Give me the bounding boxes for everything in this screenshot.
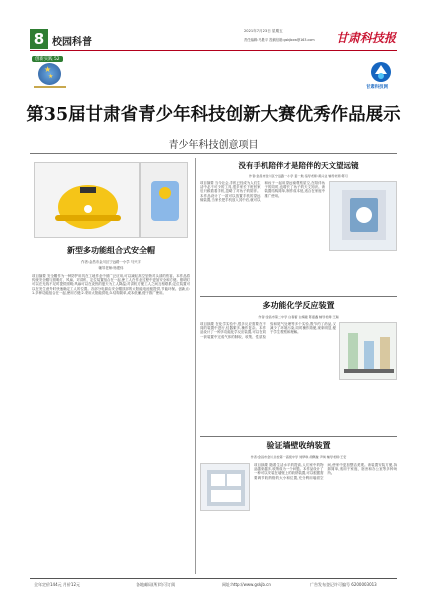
header xyxy=(0,0,427,90)
article-body-continued xyxy=(200,514,250,573)
logo-icon xyxy=(369,61,393,83)
article-body: 项目摘要 在化学实验中,很多反应需要在不同的装置中进行,仪器繁多,操作复杂。本作品设计了一种多功能化学反应装置,可以在同一套装置中完成气体的制取、收集、性质检验和尾气处理等多个实验,既节约了药品,又减少了环境污染,同时操作简便,现象明显,便于学生观察和理解。 xyxy=(200,322,336,339)
article-byline: 作者:金昌市金川总校第一高级中学 刘梦琪 胡佩璇 尹琪 辅导老师:王宏 xyxy=(250,455,347,459)
article-byline: 作者:金昌市第二中学 白春蕾 白婧婕 陈嘉鑫 辅导老师:王瑞 xyxy=(258,315,339,319)
telescope-photo xyxy=(329,181,397,251)
article-title: 多功能化学反应装置 xyxy=(262,300,335,310)
article-title: 没有手机陪伴才是陪伴的天文望远镜 xyxy=(238,161,359,170)
article-body-continued xyxy=(329,254,397,293)
badge-caption-bar xyxy=(34,86,66,88)
article-body-continued xyxy=(339,383,397,432)
star-icon: ★ xyxy=(44,65,52,74)
star-icon: ★ xyxy=(48,73,54,80)
article-title: 新型多功能组合式安全帽 xyxy=(67,245,155,255)
page-subheadline: 青少年科技创意项目 xyxy=(168,140,259,151)
footer-price: 全年定价144元 月价12元 xyxy=(34,582,80,587)
article-body: 项目摘要 安全帽作为一种防护用具在工地作业中被广泛应用,可以减轻高空坠物对头部的伤害。本作品将传统安全帽与照明灯、风扇、对讲机、定位装置组合在一起,使工人在作业过程中更加安全和方便。照明灯可以在光线不足时提供照明;风扇可以在炎热的夏天为工人降温;对讲机方便工人之间互相联系;定位装置可以在发生意外时快速确定工人的位置。各部分电源由安全帽顶部的太阳能电池板提供,节能环保。创新点:1.多种功能组合在一起,使用方便;2.采用太阳能供电;3.结构简单,成本低廉,便于推广使用。 xyxy=(32,274,190,295)
helmet-detail-photo xyxy=(140,162,188,238)
article-body: 项目摘要 随着生活水平的提高,人们家中的物品越来越多,收纳成为一个问题。本作品设计了一种可以安装在墙壁上的收纳装置,可以根据需要调节收纳格的大小和位置,充分利用墙面空间,使家中更加整洁美观。该装置安装方便,拆卸简单,适用于家庭、宿舍和办公室等多种场所。 xyxy=(254,463,397,480)
section-title: 校园科普 xyxy=(52,37,92,48)
page-number: 8 xyxy=(30,29,48,49)
logo xyxy=(369,61,393,84)
article-byline: 作者:金昌市金川区宁远路一小学 马兴宇 xyxy=(81,260,141,264)
article-title: 验证墙壁收纳装置 xyxy=(266,440,331,450)
article-byline: 作者:金昌市金川区宁远路一小学 姜一航 指导老师:黄兴业 辅导老师:陈月 xyxy=(249,174,348,178)
masthead: 甘肃科技报 xyxy=(336,31,397,45)
issue-date: 2021年7月23日 星期五 xyxy=(244,29,283,33)
editor-info: 责任编辑:马胜平 投稿信箱:gskjbxw@163.com xyxy=(244,38,315,42)
footer-distribution: 各地邮局(所)均可订阅 xyxy=(136,582,176,587)
footer-ad-license: 广告发布登记许可编号 6200003013 xyxy=(310,582,377,587)
article-body: 项目摘要 当今社会,手机已经成为人们生活中必不可少的工具,很多家长下班回家后只顾着看手机,忽略了对孩子的陪伴。本作品设计了一款可以放置手机的望远镜装置,当家长把手机放入其中后,就可以和孩子一起用望远镜观察星空,在陪伴孩子的同时,也增长了孩子的天文知识。该装置结构简单,制作成本低,适合在家庭中推广使用。 xyxy=(200,181,325,202)
article-teacher: 辅导老师:杨建伟 xyxy=(98,266,124,270)
helmet-photo xyxy=(34,162,140,238)
page-headline: 第35届甘肃省青少年科技创新大赛优秀作品展示 xyxy=(26,105,401,125)
footer-website[interactable]: 网址:http://www.gskjb.cn xyxy=(222,582,271,587)
logo-text: 甘肃科技网 xyxy=(366,85,388,90)
sci-tech-badge xyxy=(38,63,61,85)
storage-photo xyxy=(200,463,250,511)
column-tag: 创新实践 52 xyxy=(32,56,63,62)
reaction-apparatus-photo xyxy=(339,322,397,380)
